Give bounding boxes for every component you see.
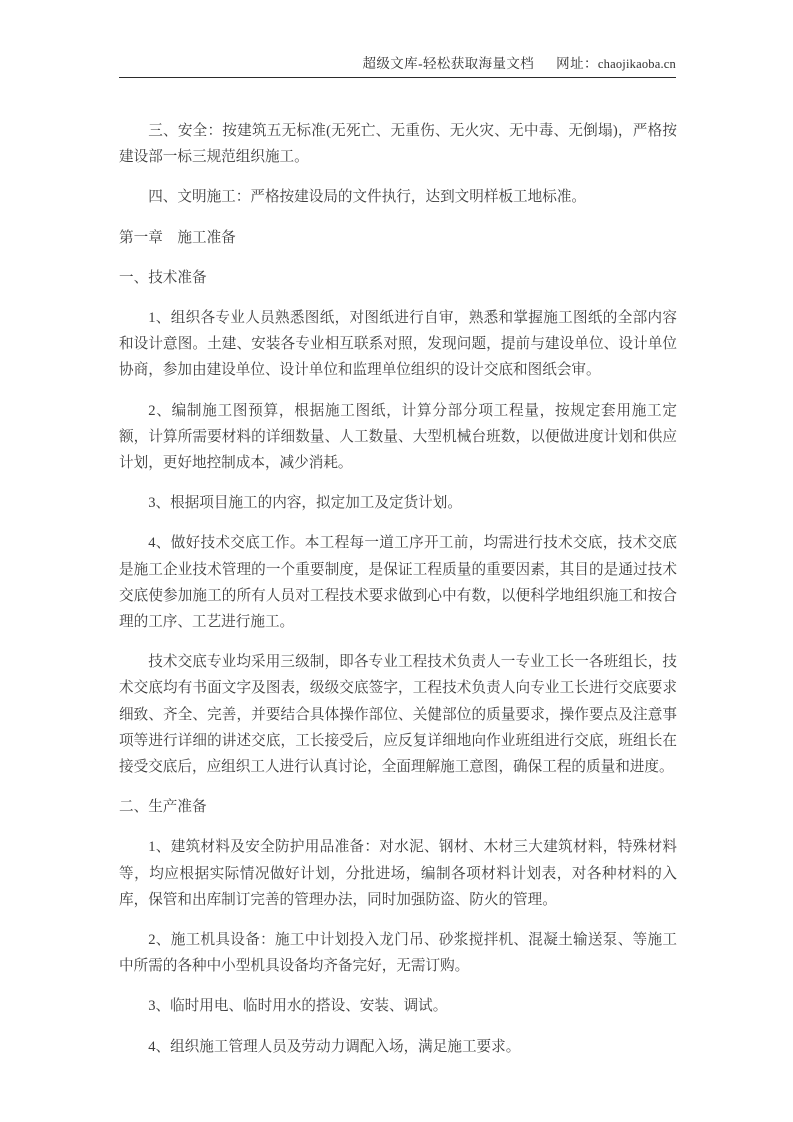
page-header-content bbox=[362, 52, 676, 75]
document-body bbox=[119, 118, 677, 1060]
paragraph-prod-item-1: 1、建筑材料及安全防护用品准备：对水泥、钢材、木材三大建筑材料，特殊材料等，均应根据实际情况做好计划，分批进场，编制各项材料计划表，对各种材料的入库，保管和出库制订完善的管理办法，同时加强防盗、防火的管理。 bbox=[119, 839, 677, 908]
site-url-value: chaojikaoba.cn bbox=[597, 57, 676, 71]
site-brand-text: 超级文库-轻松获取海量文档 bbox=[362, 56, 535, 71]
paragraph-tech-item-1: 1、组织各专业人员熟悉图纸，对图纸进行自审，熟悉和掌握施工图纸的全部内容和设计意图。土建、安装各专业相互联系对照，发现问题，提前与建设单位、设计单位协商，参加由建设单位、设计单位和监理单位组织的设计交底和图纸会审。 bbox=[119, 310, 677, 379]
paragraph-safety: 三、安全：按建筑五无标准(无死亡、无重伤、无火灾、无中毒、无倒塌)，严格按建设部一标三规范组织施工。 bbox=[119, 123, 677, 166]
heading-chapter-one: 第一章 施工准备 bbox=[119, 229, 236, 246]
paragraph-tech-item-4: 4、做好技术交底工作。本工程每一道工序开工前，均需进行技术交底，技术交底是施工企业技术管理的一个重要制度，是保证工程质量的重要因素，其目的是通过技术交底使参加施工的所有人员对工程技术要求做到心中有数，以便科学地组织施工和按合理的工序、工艺进行施工。 bbox=[119, 535, 677, 631]
paragraph-civilized-construction: 四、文明施工：严格按建设局的文件执行，达到文明样板工地标准。 bbox=[148, 189, 587, 206]
page-header bbox=[119, 52, 676, 78]
site-url-label: 网址： bbox=[556, 56, 598, 71]
paragraph-tech-item-3: 3、根据项目施工的内容，拟定加工及定货计划。 bbox=[148, 495, 462, 512]
paragraph-prod-item-2: 2、施工机具设备：施工中计划投入龙门吊、砂浆搅拌机、混凝土输送泵、等施工中所需的各种中小型机具设备均齐备完好，无需订购。 bbox=[119, 932, 677, 975]
heading-technical-preparation: 一、技术准备 bbox=[119, 269, 207, 286]
paragraph-tech-item-4-continued: 技术交底专业均采用三级制，即各专业工程技术负责人一专业工长一各班组长，技术交底均有书面文字及图表，级级交底签字，工程技术负责人向专业工长进行交底要求细致、齐全、完善，并要结合具体操作部位、关健部位的质量要求，操作要点及注意事项等进行详细的讲述交底，工长接受后，应反复详细地向作业班组进行交底，班组长在接受交底后，应组织工人进行认真讨论，全面理解施工意图，确保工程的质量和进度。 bbox=[119, 654, 677, 776]
paragraph-prod-item-4: 4、组织施工管理人员及劳动力调配入场，满足施工要求。 bbox=[148, 1038, 521, 1055]
heading-production-preparation: 二、生产准备 bbox=[119, 799, 207, 816]
paragraph-prod-item-3: 3、临时用电、临时用水的搭设、安装、调试。 bbox=[148, 998, 448, 1015]
paragraph-tech-item-2: 2、编制施工图预算，根据施工图纸，计算分部分项工程量，按规定套用施工定额，计算所需要材料的详细数量、人工数量、大型机械台班数，以便做进度计划和供应计划，更好地控制成本，减少消耗。 bbox=[119, 402, 677, 472]
